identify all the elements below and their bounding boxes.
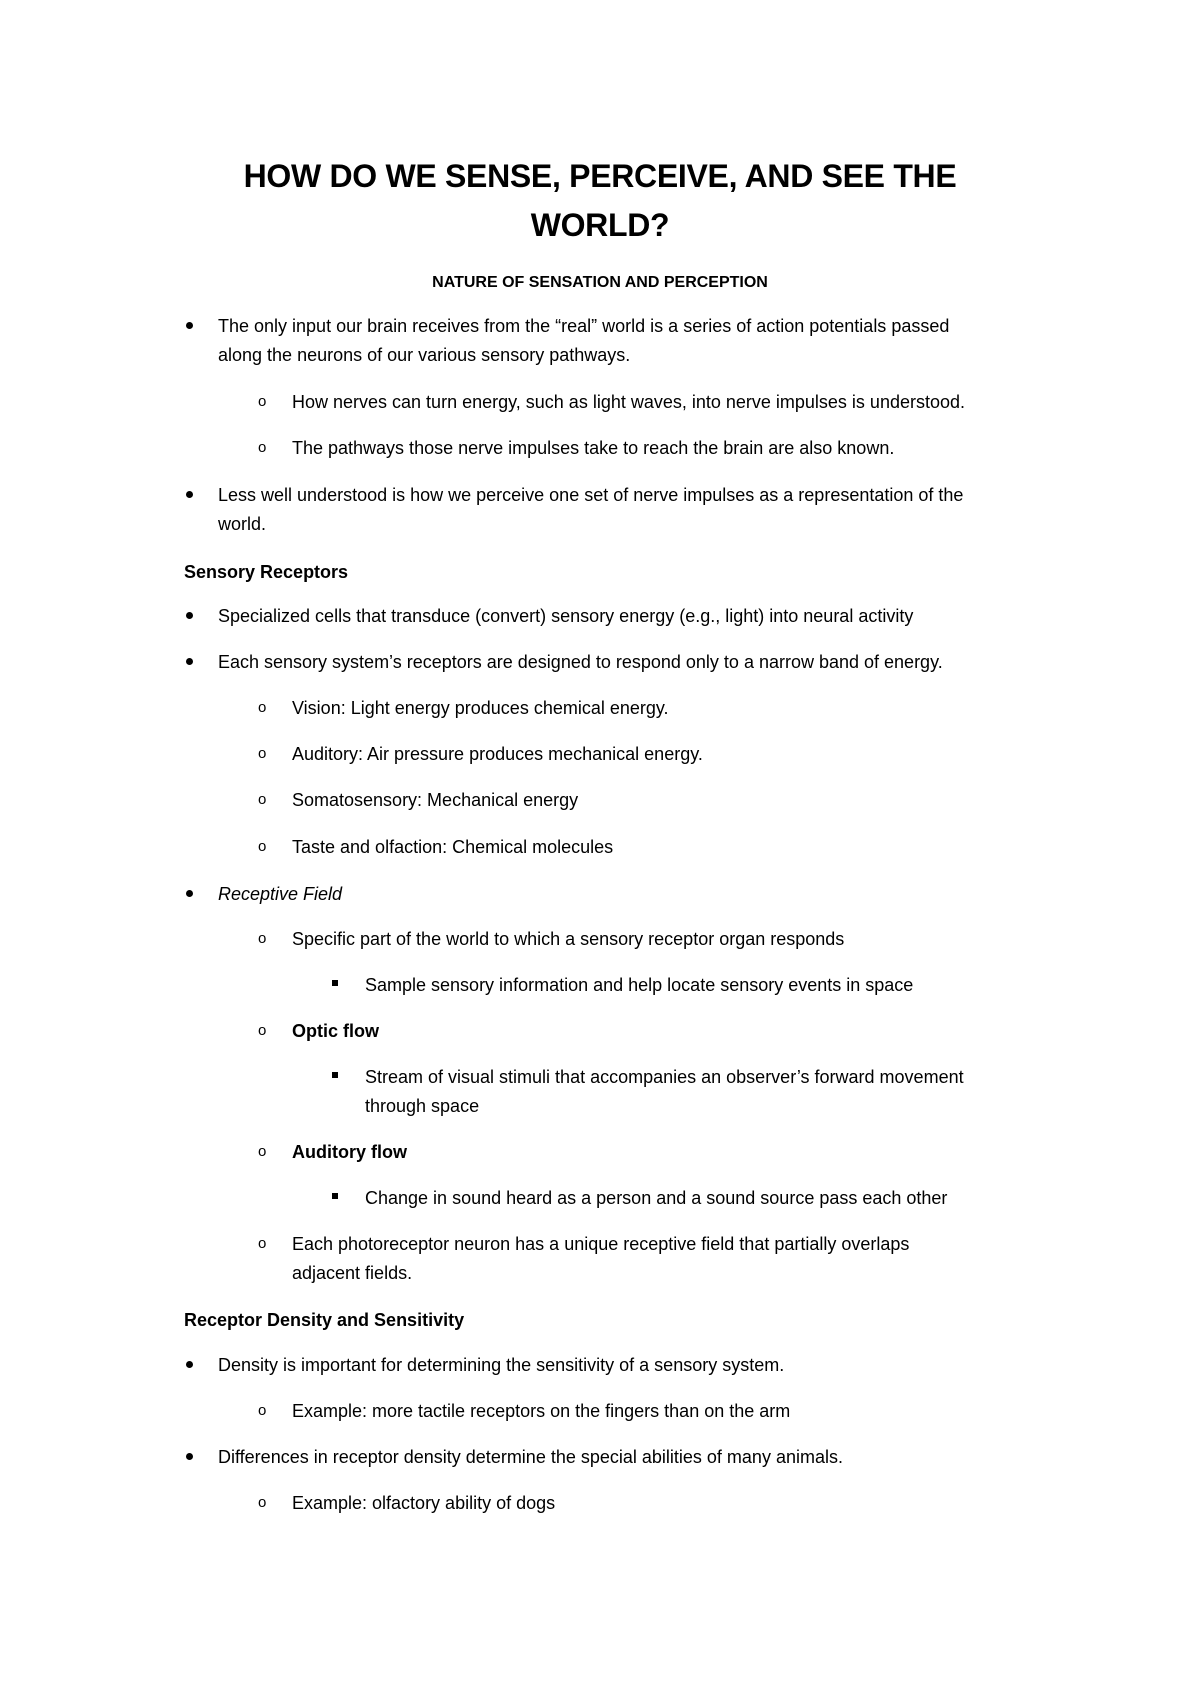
section-heading: Sensory Receptors <box>184 562 349 582</box>
list-item: Specialized cells that transduce (convert) sensory energy (e.g., light) into neural activity <box>218 606 914 626</box>
sub-list-item: Each photoreceptor neuron has a unique receptive field that partially overlaps <box>292 1234 910 1254</box>
list-item: Density is important for determining the sensitivity of a sensory system. <box>218 1355 785 1375</box>
sub-list-item-continuation: adjacent fields. <box>292 1263 413 1283</box>
sub-list-item: Vision: Light energy produces chemical energy. <box>292 698 669 718</box>
document-title <box>0 152 1200 250</box>
section-subtitle: NATURE OF SENSATION AND PERCEPTION <box>432 274 768 291</box>
bullet-dot <box>186 658 193 665</box>
sub-list-item: Example: olfactory ability of dogs <box>292 1493 556 1513</box>
sub-bullet-circle: o <box>258 699 267 716</box>
tertiary-list-item-continuation: through space <box>365 1096 480 1116</box>
sub-bullet-circle: o <box>258 930 267 947</box>
bullet-dot <box>186 491 193 498</box>
sub-list-item: Somatosensory: Mechanical energy <box>292 790 579 810</box>
title-line-2: WORLD? <box>530 207 670 243</box>
sub-bullet-circle: o <box>258 838 267 855</box>
list-item-continuation: world. <box>218 514 267 534</box>
sub-bullet-circle: o <box>258 439 267 456</box>
tertiary-bullet-square <box>332 1193 338 1199</box>
sub-list-item: Specific part of the world to which a sensory receptor organ responds <box>292 929 845 949</box>
tertiary-list-item: Change in sound heard as a person and a sound source pass each other <box>365 1188 948 1208</box>
list-item: Each sensory system’s receptors are designed to respond only to a narrow band of energy. <box>218 652 943 672</box>
sub-list-item: Auditory flow <box>292 1142 407 1162</box>
list-item: Differences in receptor density determine the special abilities of many animals. <box>218 1447 843 1467</box>
bullet-dot <box>186 612 193 619</box>
tertiary-bullet-square <box>332 1072 338 1078</box>
bullet-dot <box>186 890 193 897</box>
sub-bullet-circle: o <box>258 1402 267 1419</box>
sub-bullet-circle: o <box>258 1494 267 1511</box>
sub-bullet-circle: o <box>258 1022 267 1039</box>
sub-bullet-circle: o <box>258 791 267 808</box>
list-item-continuation: along the neurons of our various sensory pathways. <box>218 345 631 365</box>
sub-list-item: Auditory: Air pressure produces mechanical energy. <box>292 744 703 764</box>
sub-list-item: How nerves can turn energy, such as light waves, into nerve impulses is understood. <box>292 392 966 412</box>
sub-list-item: Optic flow <box>292 1021 379 1041</box>
sub-list-item: Taste and olfaction: Chemical molecules <box>292 837 614 857</box>
title-line-1: HOW DO WE SENSE, PERCEIVE, AND SEE THE <box>243 158 957 194</box>
tertiary-list-item: Sample sensory information and help locate sensory events in space <box>365 975 914 995</box>
sub-bullet-circle: o <box>258 1235 267 1252</box>
list-item: The only input our brain receives from the “real” world is a series of action potentials passed <box>218 316 950 336</box>
bullet-dot <box>186 322 193 329</box>
sub-bullet-circle: o <box>258 1143 267 1160</box>
tertiary-list-item: Stream of visual stimuli that accompanies an observer’s forward movement <box>365 1067 964 1087</box>
sub-list-item: The pathways those nerve impulses take to reach the brain are also known. <box>292 438 895 458</box>
sub-bullet-circle: o <box>258 393 267 410</box>
bullet-dot <box>186 1453 193 1460</box>
tertiary-bullet-square <box>332 980 338 986</box>
sub-bullet-circle: o <box>258 745 267 762</box>
list-item: Less well understood is how we perceive one set of nerve impulses as a representation of the <box>218 485 964 505</box>
sub-list-item: Example: more tactile receptors on the fingers than on the arm <box>292 1401 791 1421</box>
list-item: Receptive Field <box>218 884 343 904</box>
section-heading: Receptor Density and Sensitivity <box>184 1310 465 1330</box>
bullet-dot <box>186 1361 193 1368</box>
